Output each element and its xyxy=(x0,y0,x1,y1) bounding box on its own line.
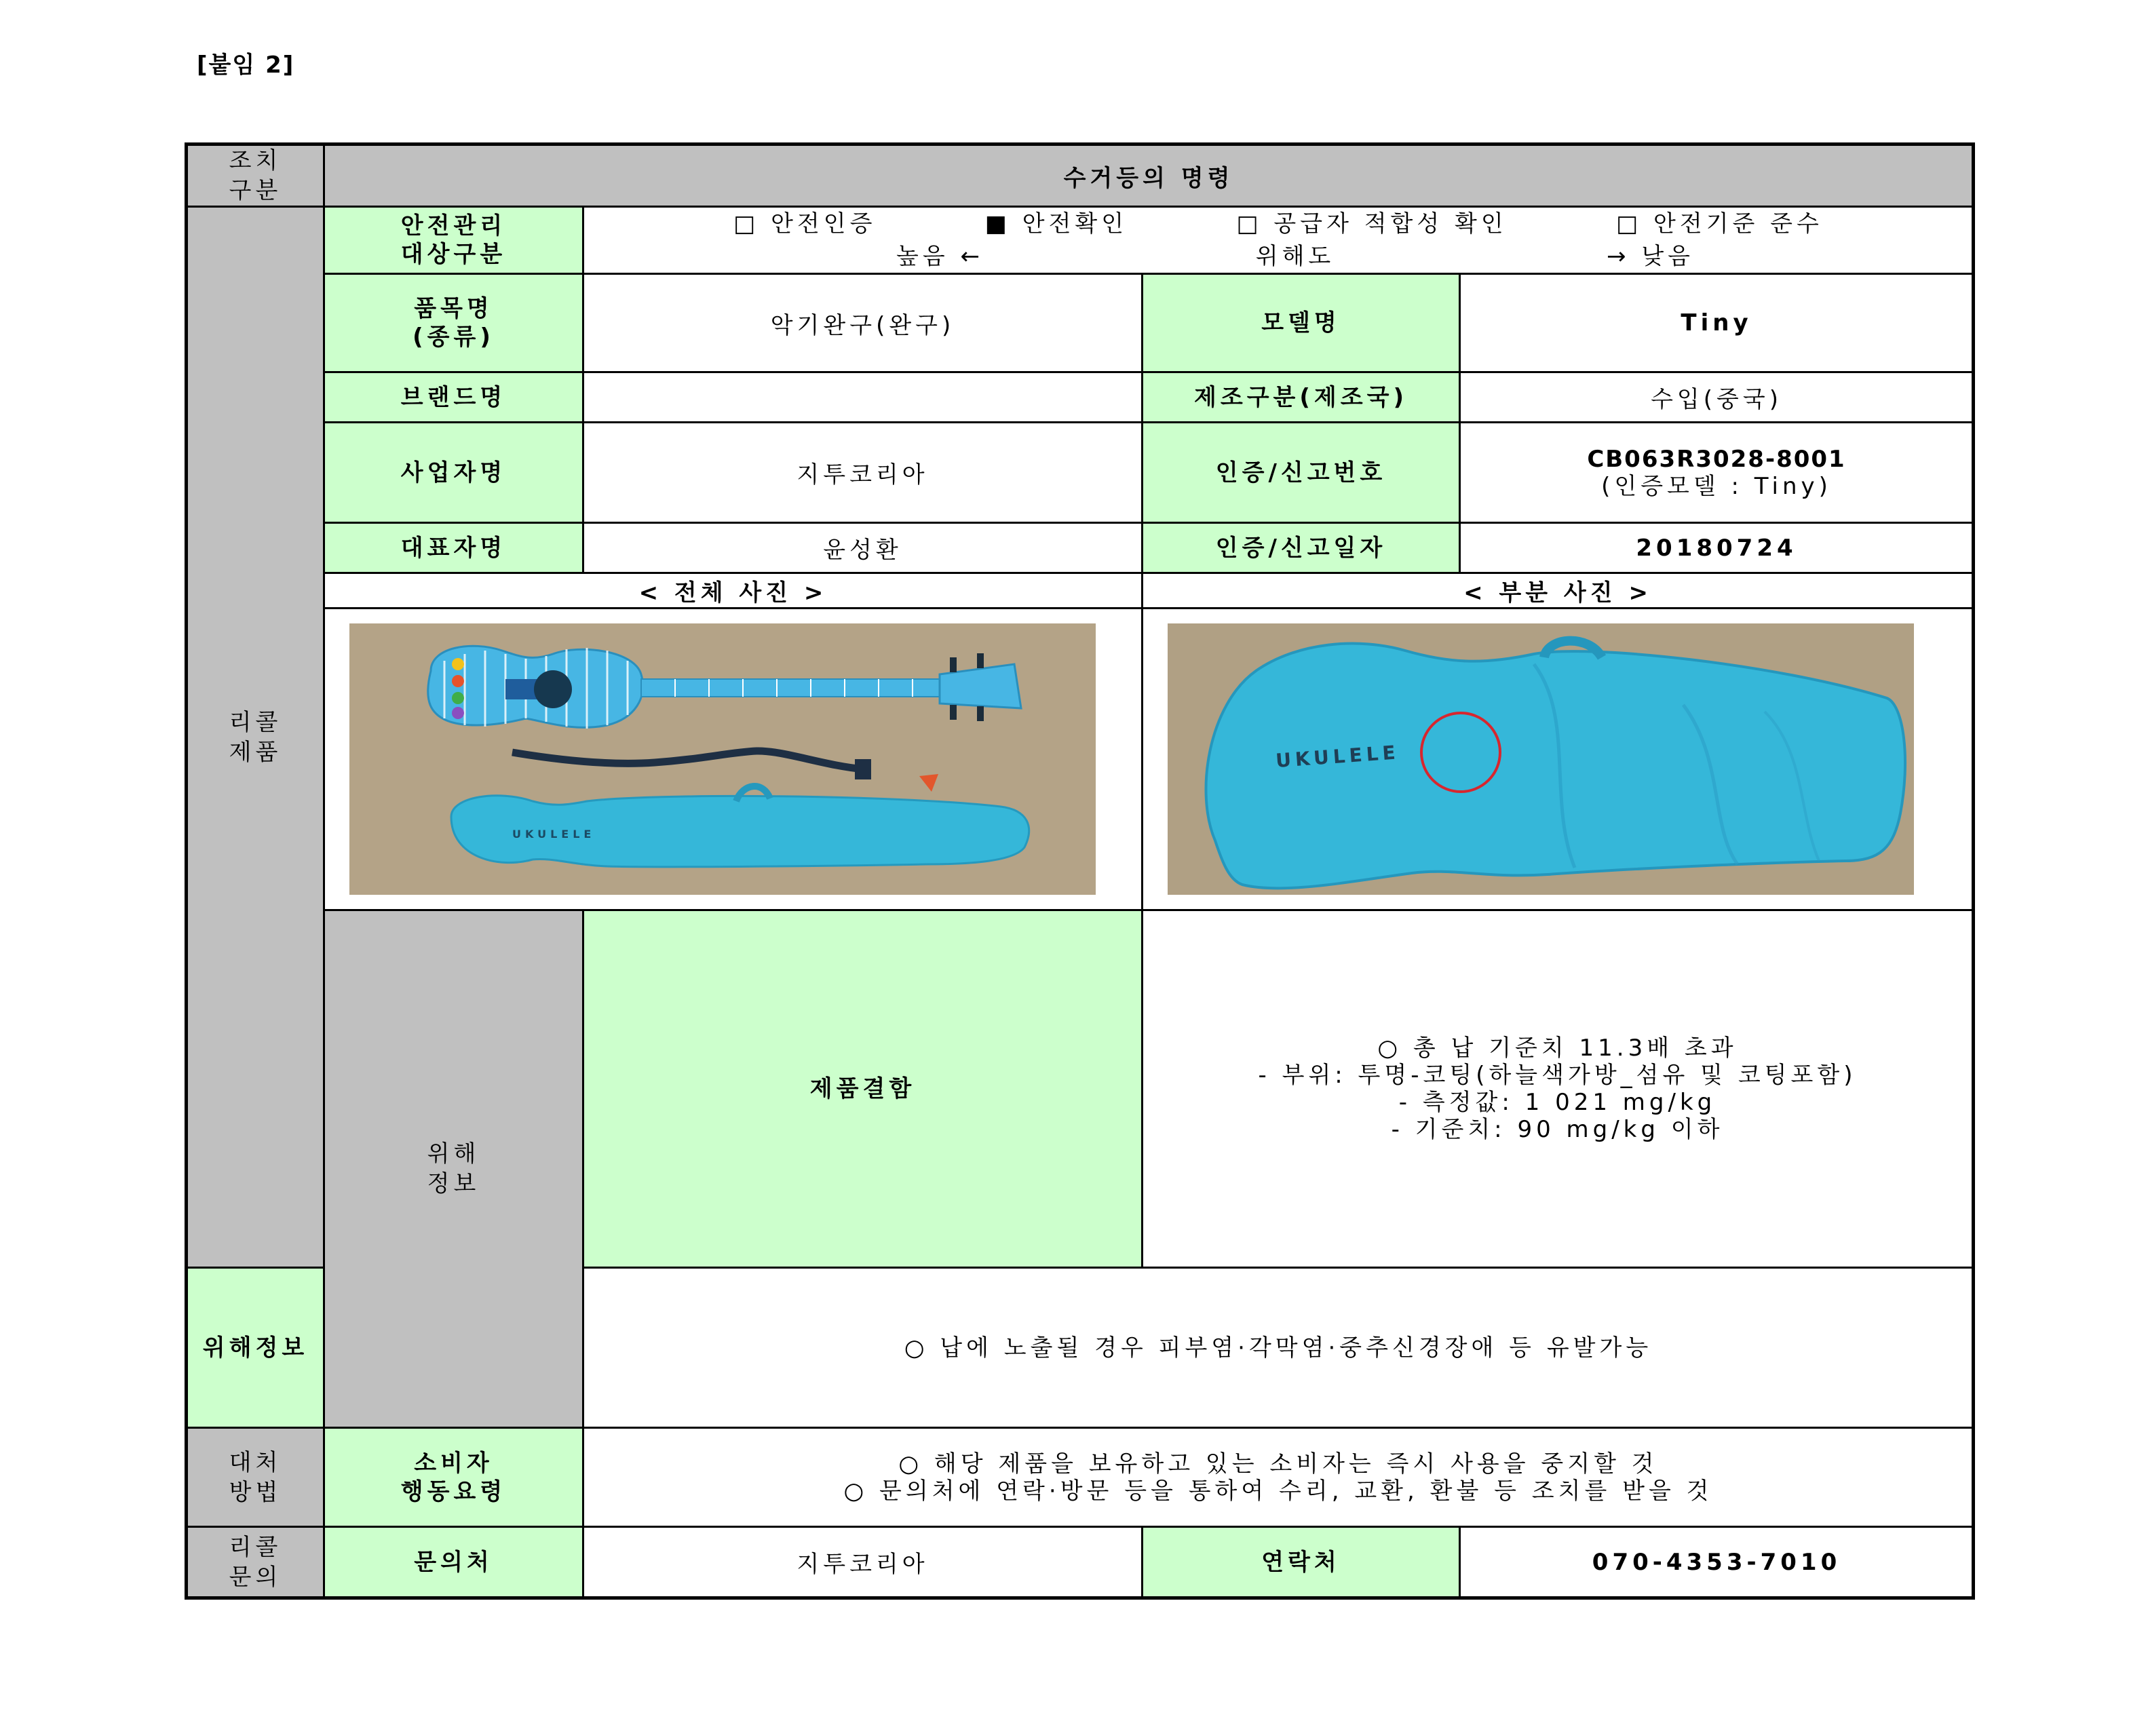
action-line-1: ○ 해당 제품을 보유하고 있는 소비자는 즉시 사용을 중지할 것 xyxy=(898,1450,1658,1478)
defect-label: 제품결함 xyxy=(583,910,1143,1268)
manufacture-value: 수입(중국) xyxy=(1460,372,1974,423)
business-label: 사업자명 xyxy=(324,423,583,523)
full-product-photo xyxy=(349,623,1096,895)
case-label-small: UKULELE xyxy=(512,828,596,841)
model-label: 모델명 xyxy=(1143,274,1460,372)
cert-date-value: 20180724 xyxy=(1460,523,1974,573)
defect-line-3: - 측정값: 1 021 mg/kg xyxy=(1398,1089,1717,1116)
option-safety-standard: □ 안전기준 준수 xyxy=(1616,210,1823,237)
scale-mid: 위해도 xyxy=(1255,243,1335,270)
recall-product-header: 리콜 제품 xyxy=(187,207,324,1268)
safety-category-label: 안전관리 대상구분 xyxy=(324,207,583,274)
safety-category-options xyxy=(583,207,1974,274)
manufacture-label: 제조구분(제조국) xyxy=(1143,372,1460,423)
defect-line-4: - 기준치: 90 mg/kg 이하 xyxy=(1391,1116,1724,1143)
action-title: 수거등의 명령 xyxy=(324,144,1974,207)
cert-number-label: 인증/신고번호 xyxy=(1143,423,1460,523)
full-photo-label: < 전체 사진 > xyxy=(324,573,1143,609)
product-name-label: 품목명 (종류) xyxy=(324,274,583,372)
option-supplier-conformity: □ 공급자 적합성 확인 xyxy=(1236,210,1508,237)
consumer-action-label: 소비자 행동요령 xyxy=(324,1428,583,1527)
product-name-value: 악기완구(완구) xyxy=(583,274,1143,372)
option-safety-confirm: ■ 안전확인 xyxy=(984,210,1128,237)
defect-line-1: ○ 총 납 기준치 11.3배 초과 xyxy=(1377,1035,1738,1062)
consumer-action-text xyxy=(583,1428,1974,1527)
part-product-photo xyxy=(1168,623,1914,895)
hazard-info-text: ○ 납에 노출될 경우 피부염·각막염·중추신경장애 등 유발가능 xyxy=(583,1268,1974,1428)
option-safety-cert: □ 안전인증 xyxy=(733,210,877,237)
inquiry-value: 지투코리아 xyxy=(583,1527,1143,1598)
contact-label: 연락처 xyxy=(1143,1527,1460,1598)
recall-inquiry-header: 리콜 문의 xyxy=(187,1527,324,1598)
full-photo-cell xyxy=(324,609,1143,910)
representative-value: 윤성환 xyxy=(583,523,1143,573)
hazard-info-label: 위해정보 xyxy=(187,1268,324,1428)
scale-high: 높음 ← xyxy=(896,243,984,270)
attachment-label: [붙임 2] xyxy=(197,52,295,79)
model-value: Tiny xyxy=(1460,274,1974,372)
recall-notice-table xyxy=(185,142,1975,1600)
action-type-header: 조치 구분 xyxy=(187,144,324,207)
response-header: 대처 방법 xyxy=(187,1428,324,1527)
brand-value xyxy=(583,372,1143,423)
scale-low: → 낮음 xyxy=(1607,243,1695,270)
case-brand-text: UKULELE xyxy=(1275,741,1400,772)
action-line-2: ○ 문의처에 연락·방문 등을 통하여 수리, 교환, 환불 등 조치를 받을 것 xyxy=(843,1477,1713,1505)
contact-value: 070-4353-7010 xyxy=(1460,1527,1974,1598)
inquiry-label: 문의처 xyxy=(324,1527,583,1598)
brand-label: 브랜드명 xyxy=(324,372,583,423)
business-value: 지투코리아 xyxy=(583,423,1143,523)
representative-label: 대표자명 xyxy=(324,523,583,573)
cert-number-value: CB063R3028-8001 (인증모델 : Tiny) xyxy=(1460,423,1974,523)
part-photo-label: < 부분 사진 > xyxy=(1143,573,1974,609)
defect-line-2: - 부위: 투명-코팅(하늘색가방_섬유 및 코팅포함) xyxy=(1258,1062,1857,1089)
ukulele-neck xyxy=(641,679,940,697)
hazard-info-header: 위해 정보 xyxy=(324,910,583,1428)
defect-details xyxy=(1143,910,1974,1268)
cert-date-label: 인증/신고일자 xyxy=(1143,523,1460,573)
part-photo-cell xyxy=(1143,609,1974,910)
